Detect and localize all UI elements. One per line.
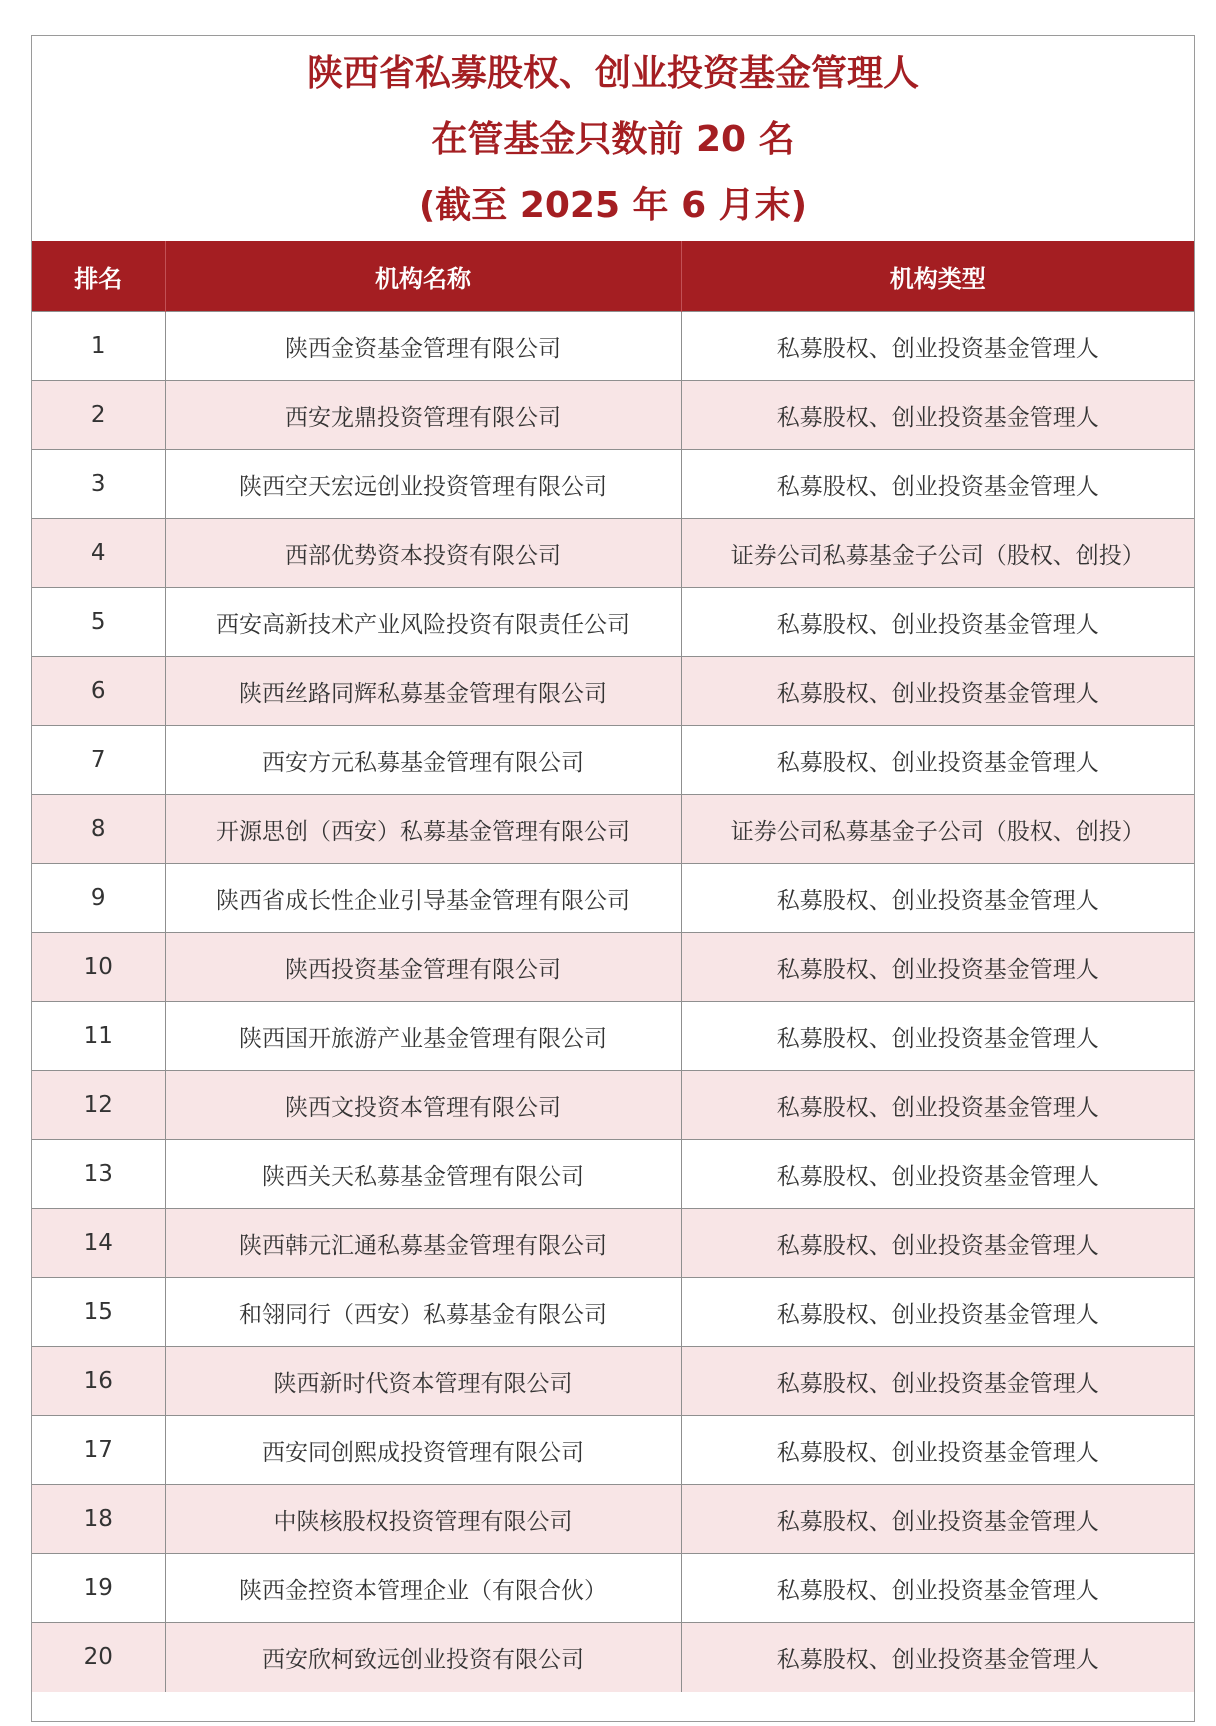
table-row [32, 657, 1194, 726]
title-line-3: (截至 2025 年 6 月末) [418, 184, 808, 226]
rank-cell: 15 [32, 1278, 165, 1347]
type-cell: 私募股权、创业投资基金管理人 [681, 1140, 1194, 1209]
name-cell: 中陕核股权投资管理有限公司 [165, 1485, 681, 1554]
table-row [32, 1485, 1194, 1554]
table-row [32, 795, 1194, 864]
rank-cell: 19 [32, 1554, 165, 1623]
table-row [32, 1140, 1194, 1209]
type-cell: 证券公司私募基金子公司（股权、创投） [681, 519, 1194, 588]
name-cell: 西安同创熙成投资管理有限公司 [165, 1416, 681, 1485]
rank-cell: 12 [32, 1071, 165, 1140]
type-cell: 私募股权、创业投资基金管理人 [681, 1002, 1194, 1071]
table-row [32, 1071, 1194, 1140]
type-cell: 私募股权、创业投资基金管理人 [681, 450, 1194, 519]
name-cell: 陕西新时代资本管理有限公司 [165, 1347, 681, 1416]
name-cell: 西安方元私募基金管理有限公司 [165, 726, 681, 795]
rank-cell: 1 [32, 312, 165, 381]
title-block [32, 36, 1194, 241]
name-cell: 陕西韩元汇通私募基金管理有限公司 [165, 1209, 681, 1278]
title-line-2: 在管基金只数前 20 名 [431, 118, 795, 160]
name-cell: 西安欣柯致远创业投资有限公司 [165, 1623, 681, 1692]
ranking-table [32, 241, 1194, 1692]
type-cell: 私募股权、创业投资基金管理人 [681, 1071, 1194, 1140]
table-row [32, 381, 1194, 450]
type-cell: 私募股权、创业投资基金管理人 [681, 1209, 1194, 1278]
type-cell: 私募股权、创业投资基金管理人 [681, 1485, 1194, 1554]
table-row [32, 1209, 1194, 1278]
rank-cell: 2 [32, 381, 165, 450]
name-cell: 和翎同行（西安）私募基金有限公司 [165, 1278, 681, 1347]
table-row [32, 450, 1194, 519]
type-cell: 私募股权、创业投资基金管理人 [681, 1278, 1194, 1347]
table-row [32, 933, 1194, 1002]
name-cell: 西安高新技术产业风险投资有限责任公司 [165, 588, 681, 657]
name-cell: 西部优势资本投资有限公司 [165, 519, 681, 588]
table-row [32, 726, 1194, 795]
rank-cell: 14 [32, 1209, 165, 1278]
table-row [32, 1278, 1194, 1347]
name-cell: 陕西金资基金管理有限公司 [165, 312, 681, 381]
name-cell: 陕西国开旅游产业基金管理有限公司 [165, 1002, 681, 1071]
rank-cell: 17 [32, 1416, 165, 1485]
header-name: 机构名称 [165, 241, 681, 312]
rank-cell: 6 [32, 657, 165, 726]
rank-cell: 5 [32, 588, 165, 657]
rank-cell: 7 [32, 726, 165, 795]
type-cell: 私募股权、创业投资基金管理人 [681, 1347, 1194, 1416]
type-cell: 私募股权、创业投资基金管理人 [681, 588, 1194, 657]
rank-cell: 3 [32, 450, 165, 519]
rank-cell: 13 [32, 1140, 165, 1209]
name-cell: 陕西金控资本管理企业（有限合伙） [165, 1554, 681, 1623]
title-line-1: 陕西省私募股权、创业投资基金管理人 [306, 52, 919, 94]
rank-cell: 9 [32, 864, 165, 933]
type-cell: 私募股权、创业投资基金管理人 [681, 726, 1194, 795]
type-cell: 私募股权、创业投资基金管理人 [681, 1623, 1194, 1692]
type-cell: 证券公司私募基金子公司（股权、创投） [681, 795, 1194, 864]
rank-cell: 10 [32, 933, 165, 1002]
type-cell: 私募股权、创业投资基金管理人 [681, 312, 1194, 381]
type-cell: 私募股权、创业投资基金管理人 [681, 1416, 1194, 1485]
rank-cell: 20 [32, 1623, 165, 1692]
table-row [32, 1002, 1194, 1071]
name-cell: 陕西空天宏远创业投资管理有限公司 [165, 450, 681, 519]
type-cell: 私募股权、创业投资基金管理人 [681, 933, 1194, 1002]
name-cell: 开源思创（西安）私募基金管理有限公司 [165, 795, 681, 864]
table-row [32, 312, 1194, 381]
table-row [32, 864, 1194, 933]
rank-cell: 16 [32, 1347, 165, 1416]
rank-cell: 4 [32, 519, 165, 588]
type-cell: 私募股权、创业投资基金管理人 [681, 381, 1194, 450]
table-row [32, 519, 1194, 588]
rank-cell: 18 [32, 1485, 165, 1554]
name-cell: 陕西省成长性企业引导基金管理有限公司 [165, 864, 681, 933]
table-header-row [32, 241, 1194, 312]
rank-cell: 11 [32, 1002, 165, 1071]
type-cell: 私募股权、创业投资基金管理人 [681, 864, 1194, 933]
table-row [32, 1347, 1194, 1416]
table-row [32, 1623, 1194, 1692]
table-row [32, 1416, 1194, 1485]
rank-cell: 8 [32, 795, 165, 864]
name-cell: 陕西丝路同辉私募基金管理有限公司 [165, 657, 681, 726]
ranking-sheet [31, 35, 1195, 1722]
type-cell: 私募股权、创业投资基金管理人 [681, 1554, 1194, 1623]
name-cell: 陕西投资基金管理有限公司 [165, 933, 681, 1002]
header-type: 机构类型 [681, 241, 1194, 312]
name-cell: 陕西文投资本管理有限公司 [165, 1071, 681, 1140]
table-row [32, 1554, 1194, 1623]
name-cell: 陕西关天私募基金管理有限公司 [165, 1140, 681, 1209]
table-row [32, 588, 1194, 657]
type-cell: 私募股权、创业投资基金管理人 [681, 657, 1194, 726]
header-rank: 排名 [32, 241, 165, 312]
name-cell: 西安龙鼎投资管理有限公司 [165, 381, 681, 450]
